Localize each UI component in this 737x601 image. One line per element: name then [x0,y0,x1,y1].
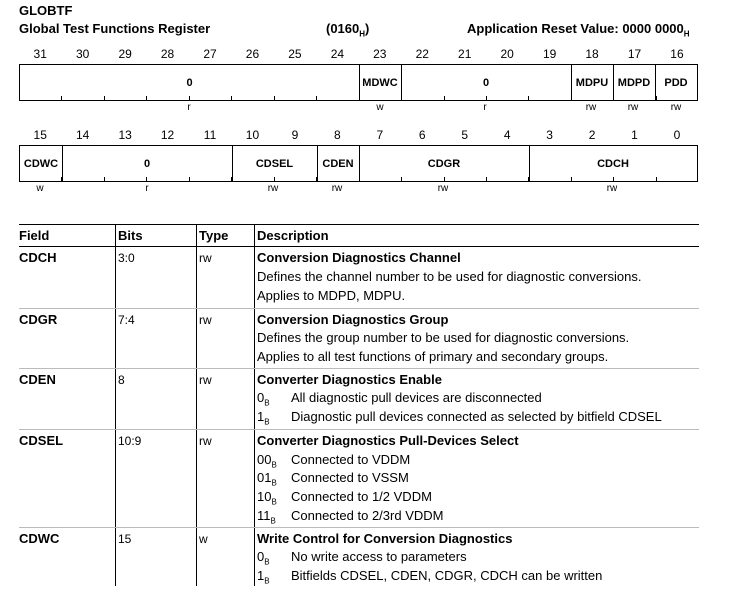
bit-number: 26 [245,47,260,61]
row-value-line: $01_B$ Connected to VSSM [257,470,409,488]
access-mdwc: w [376,102,384,113]
row-field-name: CDSEL [19,433,64,448]
bit-tick [231,96,232,101]
bit-tick [146,96,147,101]
field-cdch: CDCH [597,157,629,170]
bit-tick [486,96,487,101]
row-value-line: $1_B$ Diagnostic pull devices connected as selected by bitfield CDSEL [257,409,662,427]
bit-tick [401,177,402,182]
bit-tick [486,177,487,182]
access-reserved-high: r [187,102,191,113]
bit-tick [146,177,147,182]
row-type: rw [199,313,212,327]
bit-number: 7 [376,128,384,142]
row-bits: 10:9 [118,434,142,448]
bit-number: 29 [118,47,132,61]
access-cdgr: rw [437,183,449,194]
field-cdwc: CDWC [23,157,59,170]
row-field-name: CDGR [19,312,58,327]
bit-number: 9 [291,128,299,142]
field-mdpu: MDPU [575,76,609,89]
row-description-title: Write Control for Conversion Diagnostics [257,531,513,546]
bit-tick [444,177,445,182]
bit-tick [104,177,105,182]
field-cdsel: CDSEL [255,157,294,170]
field-cdgr: CDGR [427,157,461,170]
bit-number: 11 [203,128,217,142]
bit-tick [613,177,614,182]
bit-tick [316,177,317,182]
row-description-line: Defines the channel number to be used for diagnostic conversions. [257,269,642,284]
bit-tick [231,177,232,182]
row-value-line: $10_B$ Connected to 1/2 VDDM [257,489,432,507]
bit-number: 6 [418,128,426,142]
bit-number: 17 [627,47,642,61]
bit-tick [656,177,657,182]
bit-number: 12 [160,128,175,142]
bit-number: 3 [546,128,553,142]
bit-number: 0 [673,128,681,142]
bit-tick [571,177,572,182]
bit-number: 25 [288,47,302,61]
field-mdpd: MDPD [617,76,651,89]
bit-number: 28 [160,47,175,61]
row-description-title: Conversion Diagnostics Channel [257,250,461,265]
bit-tick [528,177,529,182]
bit-tick [359,96,360,101]
bit-tick [444,96,445,101]
bit-number: 30 [75,47,90,61]
table-header-bits: Bits [118,228,143,243]
bit-tick [61,96,62,101]
bit-number: 1 [631,128,638,142]
table-header-type: Type [199,228,229,243]
access-cdsel: rw [267,183,279,194]
row-bits: 15 [118,532,132,546]
row-field-name: CDCH [19,250,57,265]
row-value-line: $1_B$ Bitfields CDSEL, CDEN, CDGR, CDCH can be written [257,568,603,586]
reset-value: Application Reset Value: 0000 $0000_H$ [467,21,690,39]
reserved-field-high: 0 [186,76,193,89]
row-field-name: CDWC [19,531,60,546]
access-cdch: rw [606,183,618,194]
row-bits: 7:4 [118,313,135,327]
bit-number: 20 [500,47,514,61]
bit-tick [189,96,190,101]
bit-tick [359,177,360,182]
bit-tick [401,96,402,101]
row-type: rw [199,434,212,448]
bit-number: 10 [245,128,260,142]
bit-number: 22 [415,47,429,61]
row-description-title: Conversion Diagnostics Group [257,312,449,327]
bit-tick [189,177,190,182]
bit-number: 19 [542,47,557,61]
row-type: rw [199,251,212,265]
access-mdpu: rw [585,102,597,113]
register-long-name: Global Test Functions Register [19,21,211,36]
access-reserved-low: r [145,183,149,194]
bit-tick [571,96,572,101]
row-bits: 3:0 [118,251,135,265]
table-header-description: Description [257,228,329,243]
bit-tick [613,96,614,101]
bit-number: 13 [118,128,132,142]
bit-number: 8 [334,128,341,142]
bit-tick [656,96,657,101]
access-reserved-mid: r [483,102,487,113]
row-type: w [199,532,208,546]
bit-tick [528,96,529,101]
table-header-field: Field [19,228,50,243]
bit-tick [274,96,275,101]
bit-tick [61,177,62,182]
access-cdwc: w [36,183,44,194]
bit-number: 14 [75,128,90,142]
bit-number: 23 [373,47,387,61]
bit-number: 16 [670,47,684,61]
row-value-line: $0_B$ All diagnostic pull devices are disconnected [257,390,542,408]
row-description-line: Applies to MDPD, MDPU. [257,288,406,303]
row-field-name: CDEN [19,372,56,387]
bit-number: 18 [585,47,599,61]
field-mdwc: MDWC [362,76,398,89]
bit-tick [104,96,105,101]
register-short-name: GLOBTF [19,3,73,18]
row-bits: 8 [118,373,125,387]
access-mdpd: rw [627,102,639,113]
bit-number: 4 [503,128,511,142]
row-value-line: $00_B$ Connected to VDDM [257,452,411,470]
reserved-field-low: 0 [143,157,151,170]
row-type: rw [199,373,212,387]
row-description-title: Converter Diagnostics Pull-Devices Select [257,433,519,448]
row-value-line: $11_B$ Connected to 2/3rd VDDM [257,508,444,526]
row-description-line: Defines the group number to be used for diagnostic conversions. [257,330,630,345]
reserved-field-mid: 0 [482,76,490,89]
row-description-line: Applies to all test functions of primary and secondary groups. [257,349,609,364]
bit-number: 31 [33,47,47,61]
row-description-title: Converter Diagnostics Enable [257,372,442,387]
access-pdd: rw [670,102,682,113]
bit-number: 5 [461,128,469,142]
field-pdd: PDD [664,76,688,89]
field-cden: CDEN [322,157,354,170]
bit-number: 27 [203,47,217,61]
row-value-line: $0_B$ No write access to parameters [257,549,467,567]
bit-number: 24 [330,47,345,61]
bit-tick [274,177,275,182]
bit-number: 2 [588,128,596,142]
register-offset: $(0160_H)$ [326,21,370,39]
bit-number: 15 [33,128,47,142]
access-cden: rw [331,183,343,194]
bit-tick [316,96,317,101]
bit-number: 21 [458,47,472,61]
